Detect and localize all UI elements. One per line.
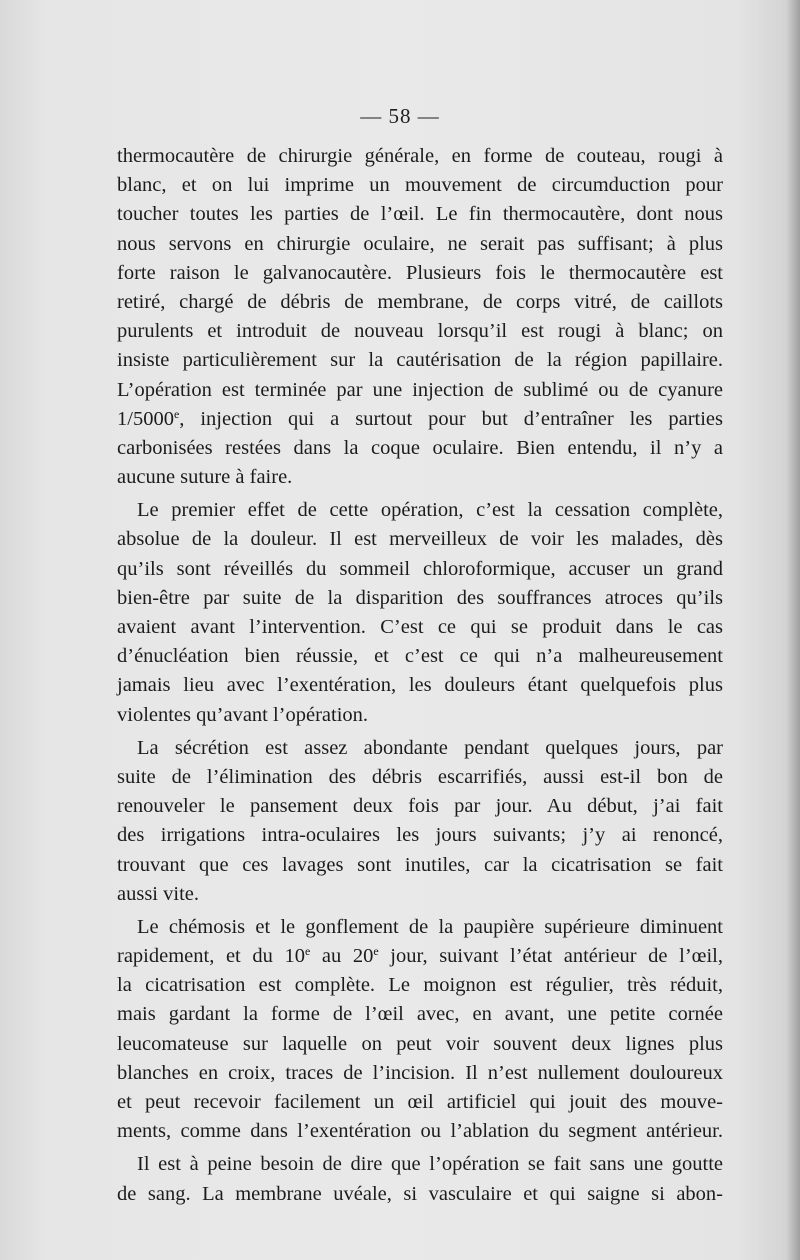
text-line: violentes qu’avant l’opération.: [117, 703, 369, 726]
text-line: L’opération est terminée par une injection de sublimé ou de cyanure: [117, 378, 723, 401]
line-part: rapidement, et du 10: [117, 945, 305, 968]
paragraph-3: [117, 734, 723, 909]
paragraph-5: [117, 1150, 723, 1208]
text-line: qu’ils sont réveillés du sommeil chloroformique, accuser un grand: [117, 557, 723, 580]
text-line: blanches en croix, traces de l’incision. Il n’est nullement douloureux: [117, 1061, 723, 1084]
text-line: ments, comme dans l’exentération ou l’ablation du segment antérieur.: [117, 1120, 723, 1143]
superscript: e: [173, 406, 180, 421]
text-line: jamais lieu avec l’exentération, les douleurs étant quelquefois plus: [117, 674, 723, 697]
text-line: aussi vite.: [117, 882, 199, 905]
text-line: leucomateuse sur laquelle on peut voir souvent deux lignes plus: [117, 1032, 723, 1055]
text-line: d’énucléation bien réussie, et c’est ce qui n’a malheureusement: [117, 645, 723, 668]
superscript: e: [373, 944, 379, 959]
page-edge-shadow: [786, 0, 800, 1260]
body-text: [117, 142, 723, 1209]
text-line: nous servons en chirurgie oculaire, ne serait pas suffisant; à plus: [117, 232, 723, 255]
text-line: de sang. La membrane uvéale, si vasculaire et qui saigne si abon-: [117, 1182, 723, 1205]
text-line: trouvant que ces lavages sont inutiles, car la cicatrisation se fait: [117, 853, 723, 876]
text-line: Le chémosis et le gonflement de la paupière supérieure diminuent: [137, 915, 723, 938]
text-line: avaient avant l’intervention. C’est ce qui se produit dans le cas: [117, 616, 723, 638]
text-line: thermocautère de chirurgie générale, en forme de couteau, rougi à: [117, 145, 723, 167]
text-line: retiré, chargé de débris de membrane, de corps vitré, de caillots: [117, 290, 723, 313]
paragraph-1: [117, 142, 723, 492]
text-line: Le premier effet de cette opération, c’est la cessation complète,: [137, 499, 723, 522]
line-part: jour, suivant l’état antérieur de l’œil,: [378, 945, 723, 968]
text-line: renouveler le pansement deux fois par jour. Au début, j’ai fait: [117, 795, 723, 818]
line-part: , injection qui a surtout pour but d’entraîner les parties: [179, 407, 723, 430]
text-line: aucune suture à faire.: [117, 466, 293, 489]
text-line: forte raison le galvanocautère. Plusieurs fois le thermocautère est: [117, 261, 723, 284]
paragraph-2: [117, 496, 723, 730]
text-line: et peut recevoir facilement un œil artificiel qui jouit des mouve-: [117, 1091, 723, 1113]
text-line: des irrigations intra-oculaires les jours suivants; j’y ai renoncé,: [117, 824, 723, 847]
text-line: Il est à peine besoin de dire que l’opération se fait sans une goutte: [137, 1153, 723, 1176]
text-line: carbonisées restées dans la coque oculaire. Bien entendu, il n’y a: [117, 436, 723, 459]
text-line: [117, 942, 723, 971]
page-number: — 58 —: [360, 104, 440, 128]
text-line: la cicatrisation est complète. Le moignon est régulier, très réduit,: [117, 974, 723, 997]
text-line: insiste particulièrement sur la cautérisation de la région papillaire.: [117, 349, 723, 372]
text-line: [117, 405, 723, 434]
superscript: e: [304, 944, 311, 959]
text-line: blanc, et on lui imprime un mouvement de circumduction pour: [117, 174, 723, 197]
text-line: toucher toutes les parties de l’œil. Le fin thermocautère, dont nous: [117, 203, 723, 226]
text-line: bien-être par suite de la disparition des souffrances atroces qu’ils: [117, 586, 723, 609]
paragraph-4: [117, 913, 723, 1147]
text-line: suite de l’élimination des débris escarrifiés, aussi est-il bon de: [117, 765, 723, 788]
line-part: au 20: [310, 945, 374, 968]
text-line: La sécrétion est assez abondante pendant quelques jours, par: [137, 736, 723, 759]
line-part: 1/5000: [117, 407, 174, 430]
text-line: absolue de la douleur. Il est merveilleux de voir les malades, dès: [117, 528, 723, 551]
text-line: purulents et introduit de nouveau lorsqu’il est rougi à blanc; on: [117, 320, 723, 343]
text-line: mais gardant la forme de l’œil avec, en avant, une petite cornée: [117, 1003, 723, 1026]
